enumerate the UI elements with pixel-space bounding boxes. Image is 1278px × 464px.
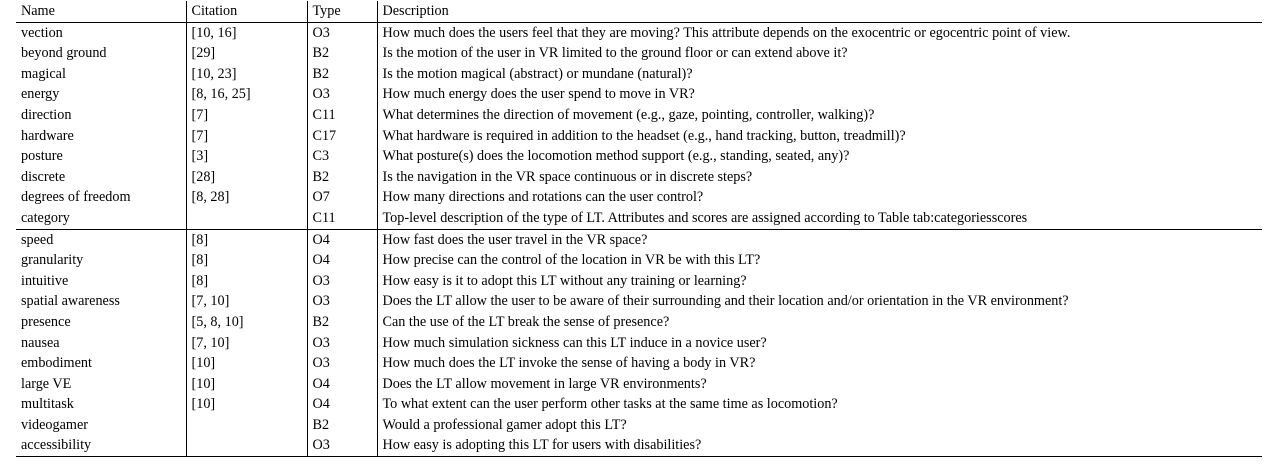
cell-type: O4 — [307, 250, 377, 271]
table-row — [16, 22, 1262, 43]
cell-type: B2 — [307, 167, 377, 188]
header-row — [16, 1, 1262, 22]
cell-citation — [186, 208, 307, 229]
cell-citation: [7] — [186, 105, 307, 126]
cell-name: vection — [21, 24, 63, 41]
cell-description: Would a professional gamer adopt this LT? — [377, 415, 1262, 436]
cell-description: What hardware is required in addition to the headset (e.g., hand tracking, button, treadmill)? — [377, 126, 1262, 147]
cell-name: spatial awareness — [21, 293, 120, 310]
cell-description: How much does the users feel that they are moving? This attribute depends on the exocentric or egocentric point of view. — [377, 22, 1262, 43]
cell-type: B2 — [307, 312, 377, 333]
cell-citation: [10, 23] — [186, 64, 307, 85]
cell-name: large VE — [21, 375, 72, 392]
cell-name: magical — [21, 65, 66, 82]
cell-description: How fast does the user travel in the VR space? — [377, 229, 1262, 250]
cell-description: How much energy does the user spend to move in VR? — [377, 84, 1262, 105]
cell-citation: [7, 10] — [186, 291, 307, 312]
cell-citation: [10] — [186, 374, 307, 395]
cell-type: O3 — [307, 333, 377, 354]
cell-name: discrete — [21, 168, 66, 185]
cell-name: degrees of freedom — [21, 189, 131, 206]
cell-description: Is the navigation in the VR space continuous or in discrete steps? — [377, 167, 1262, 188]
cell-name: intuitive — [21, 272, 69, 289]
table-row — [16, 43, 1262, 64]
cell-description: How much does the LT invoke the sense of having a body in VR? — [377, 353, 1262, 374]
cell-type: C17 — [307, 126, 377, 147]
cell-description: Does the LT allow movement in large VR environments? — [377, 374, 1262, 395]
cell-citation: [8] — [186, 271, 307, 292]
table-row — [16, 250, 1262, 271]
cell-type: O4 — [307, 394, 377, 415]
table-row — [16, 126, 1262, 147]
cell-name: granularity — [21, 252, 84, 269]
table-row — [16, 146, 1262, 167]
header-name: Name — [16, 1, 186, 22]
cell-type: O3 — [307, 435, 377, 456]
cell-citation — [186, 435, 307, 456]
cell-type: O3 — [307, 271, 377, 292]
cell-description: Is the motion of the user in VR limited to the ground floor or can extend above it? — [377, 43, 1262, 64]
table-row — [16, 435, 1262, 456]
cell-name: presence — [21, 313, 71, 330]
cell-name: multitask — [21, 396, 74, 413]
cell-citation: [8, 28] — [186, 187, 307, 208]
cell-citation: [8] — [186, 229, 307, 250]
cell-citation: [8] — [186, 250, 307, 271]
cell-name: videogamer — [21, 416, 88, 433]
cell-citation: [10] — [186, 394, 307, 415]
cell-citation: [10, 16] — [186, 22, 307, 43]
cell-name: hardware — [21, 127, 74, 144]
cell-type: O3 — [307, 84, 377, 105]
cell-citation: [29] — [186, 43, 307, 64]
table-row — [16, 271, 1262, 292]
table-row — [16, 291, 1262, 312]
cell-description: Does the LT allow the user to be aware of their surrounding and their location and/or orientation in the VR environment? — [377, 291, 1262, 312]
cell-type: C3 — [307, 146, 377, 167]
table-row — [16, 187, 1262, 208]
cell-type: B2 — [307, 43, 377, 64]
cell-citation: [7] — [186, 126, 307, 147]
cell-name: category — [21, 209, 70, 226]
cell-citation: [7, 10] — [186, 333, 307, 354]
cell-description: What posture(s) does the locomotion method support (e.g., standing, seated, any)? — [377, 146, 1262, 167]
cell-name: accessibility — [16, 435, 186, 456]
table-row — [16, 374, 1262, 395]
cell-description: To what extent can the user perform other tasks at the same time as locomotion? — [377, 394, 1262, 415]
cell-name: direction — [21, 106, 72, 123]
cell-type: C11 — [307, 208, 377, 229]
attributes-table — [16, 1, 1262, 457]
cell-description: Is the motion magical (abstract) or mundane (natural)? — [377, 64, 1262, 85]
table-row — [16, 84, 1262, 105]
table-row — [16, 415, 1262, 436]
cell-name: posture — [21, 148, 63, 165]
cell-type: O4 — [307, 374, 377, 395]
cell-type: O3 — [307, 22, 377, 43]
cell-description: Can the use of the LT break the sense of presence? — [377, 312, 1262, 333]
cell-name: embodiment — [21, 355, 92, 372]
cell-name: beyond ground — [21, 45, 107, 62]
cell-citation: [10] — [186, 353, 307, 374]
table-row — [16, 208, 1262, 229]
cell-type: O3 — [307, 291, 377, 312]
cell-description: Top-level description of the type of LT. Attributes and scores are assigned according to Table tab:categoriesscores — [377, 208, 1262, 229]
cell-citation: [5, 8, 10] — [186, 312, 307, 333]
cell-type: O3 — [307, 353, 377, 374]
table-body — [16, 22, 1262, 456]
cell-type: B2 — [307, 415, 377, 436]
cell-description: How much simulation sickness can this LT induce in a novice user? — [377, 333, 1262, 354]
cell-type: C11 — [307, 105, 377, 126]
table-row — [16, 312, 1262, 333]
table-row — [16, 105, 1262, 126]
table-row — [16, 167, 1262, 188]
cell-description: How easy is it to adopt this LT without any training or learning? — [377, 271, 1262, 292]
table-row — [16, 353, 1262, 374]
cell-citation: [28] — [186, 167, 307, 188]
cell-description: What determines the direction of movement (e.g., gaze, pointing, controller, walking)? — [377, 105, 1262, 126]
table-row — [16, 333, 1262, 354]
cell-description: How many directions and rotations can the user control? — [377, 187, 1262, 208]
cell-citation: [8, 16, 25] — [186, 84, 307, 105]
cell-type: O7 — [307, 187, 377, 208]
table-row — [16, 64, 1262, 85]
cell-type: B2 — [307, 64, 377, 85]
cell-description: How precise can the control of the location in VR be with this LT? — [377, 250, 1262, 271]
header-type: Type — [307, 1, 377, 22]
cell-name: energy — [21, 86, 60, 103]
cell-name: nausea — [21, 334, 60, 351]
cell-type: O4 — [307, 229, 377, 250]
cell-name: speed — [16, 229, 186, 250]
table-row — [16, 394, 1262, 415]
header-citation: Citation — [186, 1, 307, 22]
table-row — [16, 229, 1262, 250]
cell-citation — [186, 415, 307, 436]
cell-citation: [3] — [186, 146, 307, 167]
cell-description: How easy is adopting this LT for users with disabilities? — [377, 435, 1262, 456]
header-description: Description — [377, 1, 1262, 22]
